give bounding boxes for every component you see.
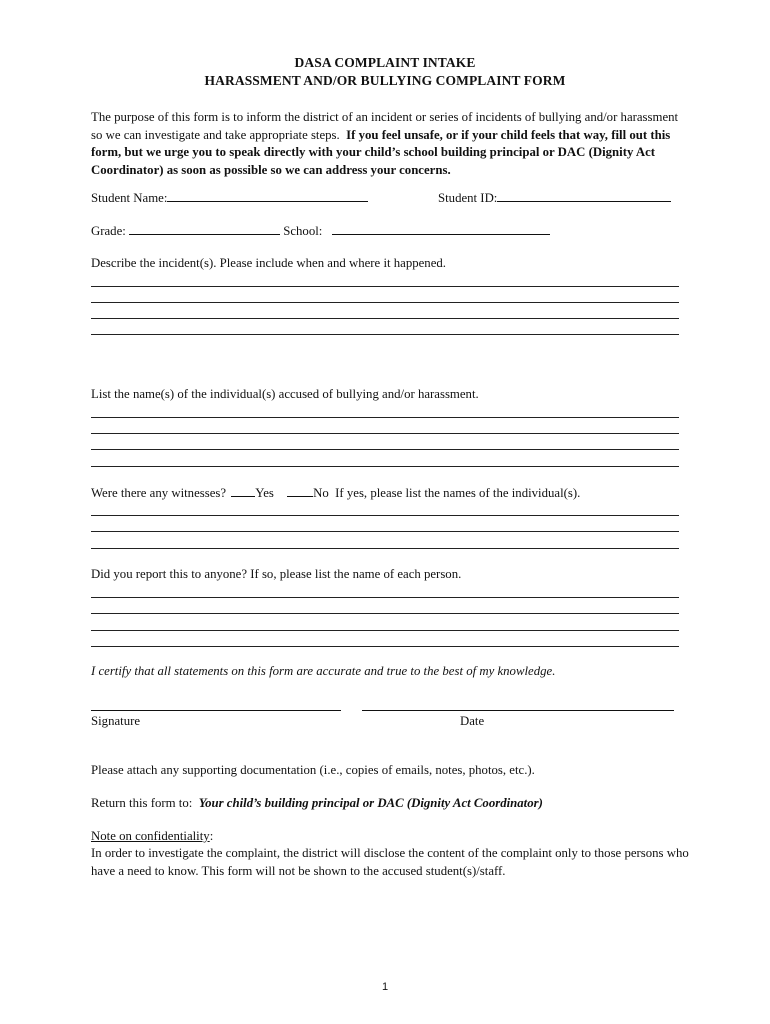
reported-line[interactable] <box>91 630 679 631</box>
incident-line[interactable] <box>91 318 679 319</box>
incident-line[interactable] <box>91 302 679 303</box>
witness-row <box>91 485 580 501</box>
confidentiality-heading-row <box>91 829 213 844</box>
accused-line[interactable] <box>91 417 679 418</box>
return-label: Return this form to: <box>91 796 193 810</box>
reported-prompt: Did you report this to anyone? If so, please list the name of each person. <box>91 567 462 581</box>
certify-statement: I certify that all statements on this form are accurate and true to the best of my knowledge. <box>91 664 556 678</box>
witness-no-blank[interactable] <box>287 485 313 497</box>
grade-field[interactable] <box>129 223 217 235</box>
student-name-label: Student Name: <box>91 191 168 205</box>
form-subtitle: HARASSMENT AND/OR BULLYING COMPLAINT FORM <box>204 73 566 88</box>
incident-prompt: Describe the incident(s). Please include when and where it happened. <box>91 256 446 270</box>
confidentiality-heading: Note on confidentiality <box>91 829 210 843</box>
accused-line[interactable] <box>91 433 679 434</box>
accused-line[interactable] <box>91 466 679 467</box>
return-row <box>91 796 543 811</box>
grade-label: Grade: <box>91 224 126 238</box>
witness-question: Were there any witnesses? <box>91 486 227 500</box>
student-id-lead-blank <box>497 190 511 202</box>
signature-label: Signature <box>91 714 141 728</box>
intro-text: The purpose of this form is to inform the district of an incident or series of incidents of bullying and/or harassment so we can investigate and take appropriate steps. <box>91 110 679 142</box>
reported-line[interactable] <box>91 597 679 598</box>
intro-urgent-text: If you feel unsafe, or if your child feels that way, fill out this form, but we urge you to speak directly with your child’s school building principal or DAC (Dignity Act Coordinator) as soon as possible so we can address your concerns. <box>91 127 671 177</box>
accused-prompt: List the name(s) of the individual(s) accused of bullying and/or harassment. <box>91 387 479 401</box>
student-id-field[interactable] <box>511 190 671 202</box>
date-label: Date <box>460 714 485 728</box>
student-name-field[interactable] <box>167 190 368 202</box>
witness-yes-label: Yes <box>255 486 274 500</box>
reported-line[interactable] <box>91 613 679 614</box>
school-label: School: <box>283 224 323 238</box>
attach-instructions: Please attach any supporting documentation (i.e., copies of emails, notes, photos, etc.). <box>91 763 535 777</box>
signature-line[interactable] <box>91 710 341 711</box>
intro-paragraph <box>91 109 691 179</box>
date-line[interactable] <box>362 710 674 711</box>
witness-line[interactable] <box>91 531 679 532</box>
form-title: DASA COMPLAINT INTAKE <box>294 55 476 70</box>
confidentiality-text: In order to investigate the complaint, the district will disclose the content of the complaint only to those persons who have a need to know. This form will not be shown to the accused student(s)/staff. <box>91 846 689 878</box>
witness-line[interactable] <box>91 548 679 549</box>
student-id-label: Student ID: <box>438 191 498 205</box>
incident-line[interactable] <box>91 334 679 335</box>
witness-followup: If yes, please list the names of the individual(s). <box>335 486 581 500</box>
incident-line[interactable] <box>91 286 679 287</box>
accused-line[interactable] <box>91 449 679 450</box>
page-number: 1 <box>381 981 389 993</box>
witness-line[interactable] <box>91 515 679 516</box>
confidentiality-colon: : <box>209 829 214 843</box>
witness-no-label: No <box>313 486 329 500</box>
grade-school-row <box>91 223 550 239</box>
school-field[interactable] <box>332 223 550 235</box>
student-id-row <box>438 190 671 206</box>
student-name-row <box>91 190 368 206</box>
grade-field-tail <box>217 223 280 235</box>
return-recipient: Your child’s building principal or DAC (Dignity Act Coordinator) <box>198 796 543 810</box>
witness-yes-blank[interactable] <box>231 485 255 497</box>
reported-line[interactable] <box>91 646 679 647</box>
